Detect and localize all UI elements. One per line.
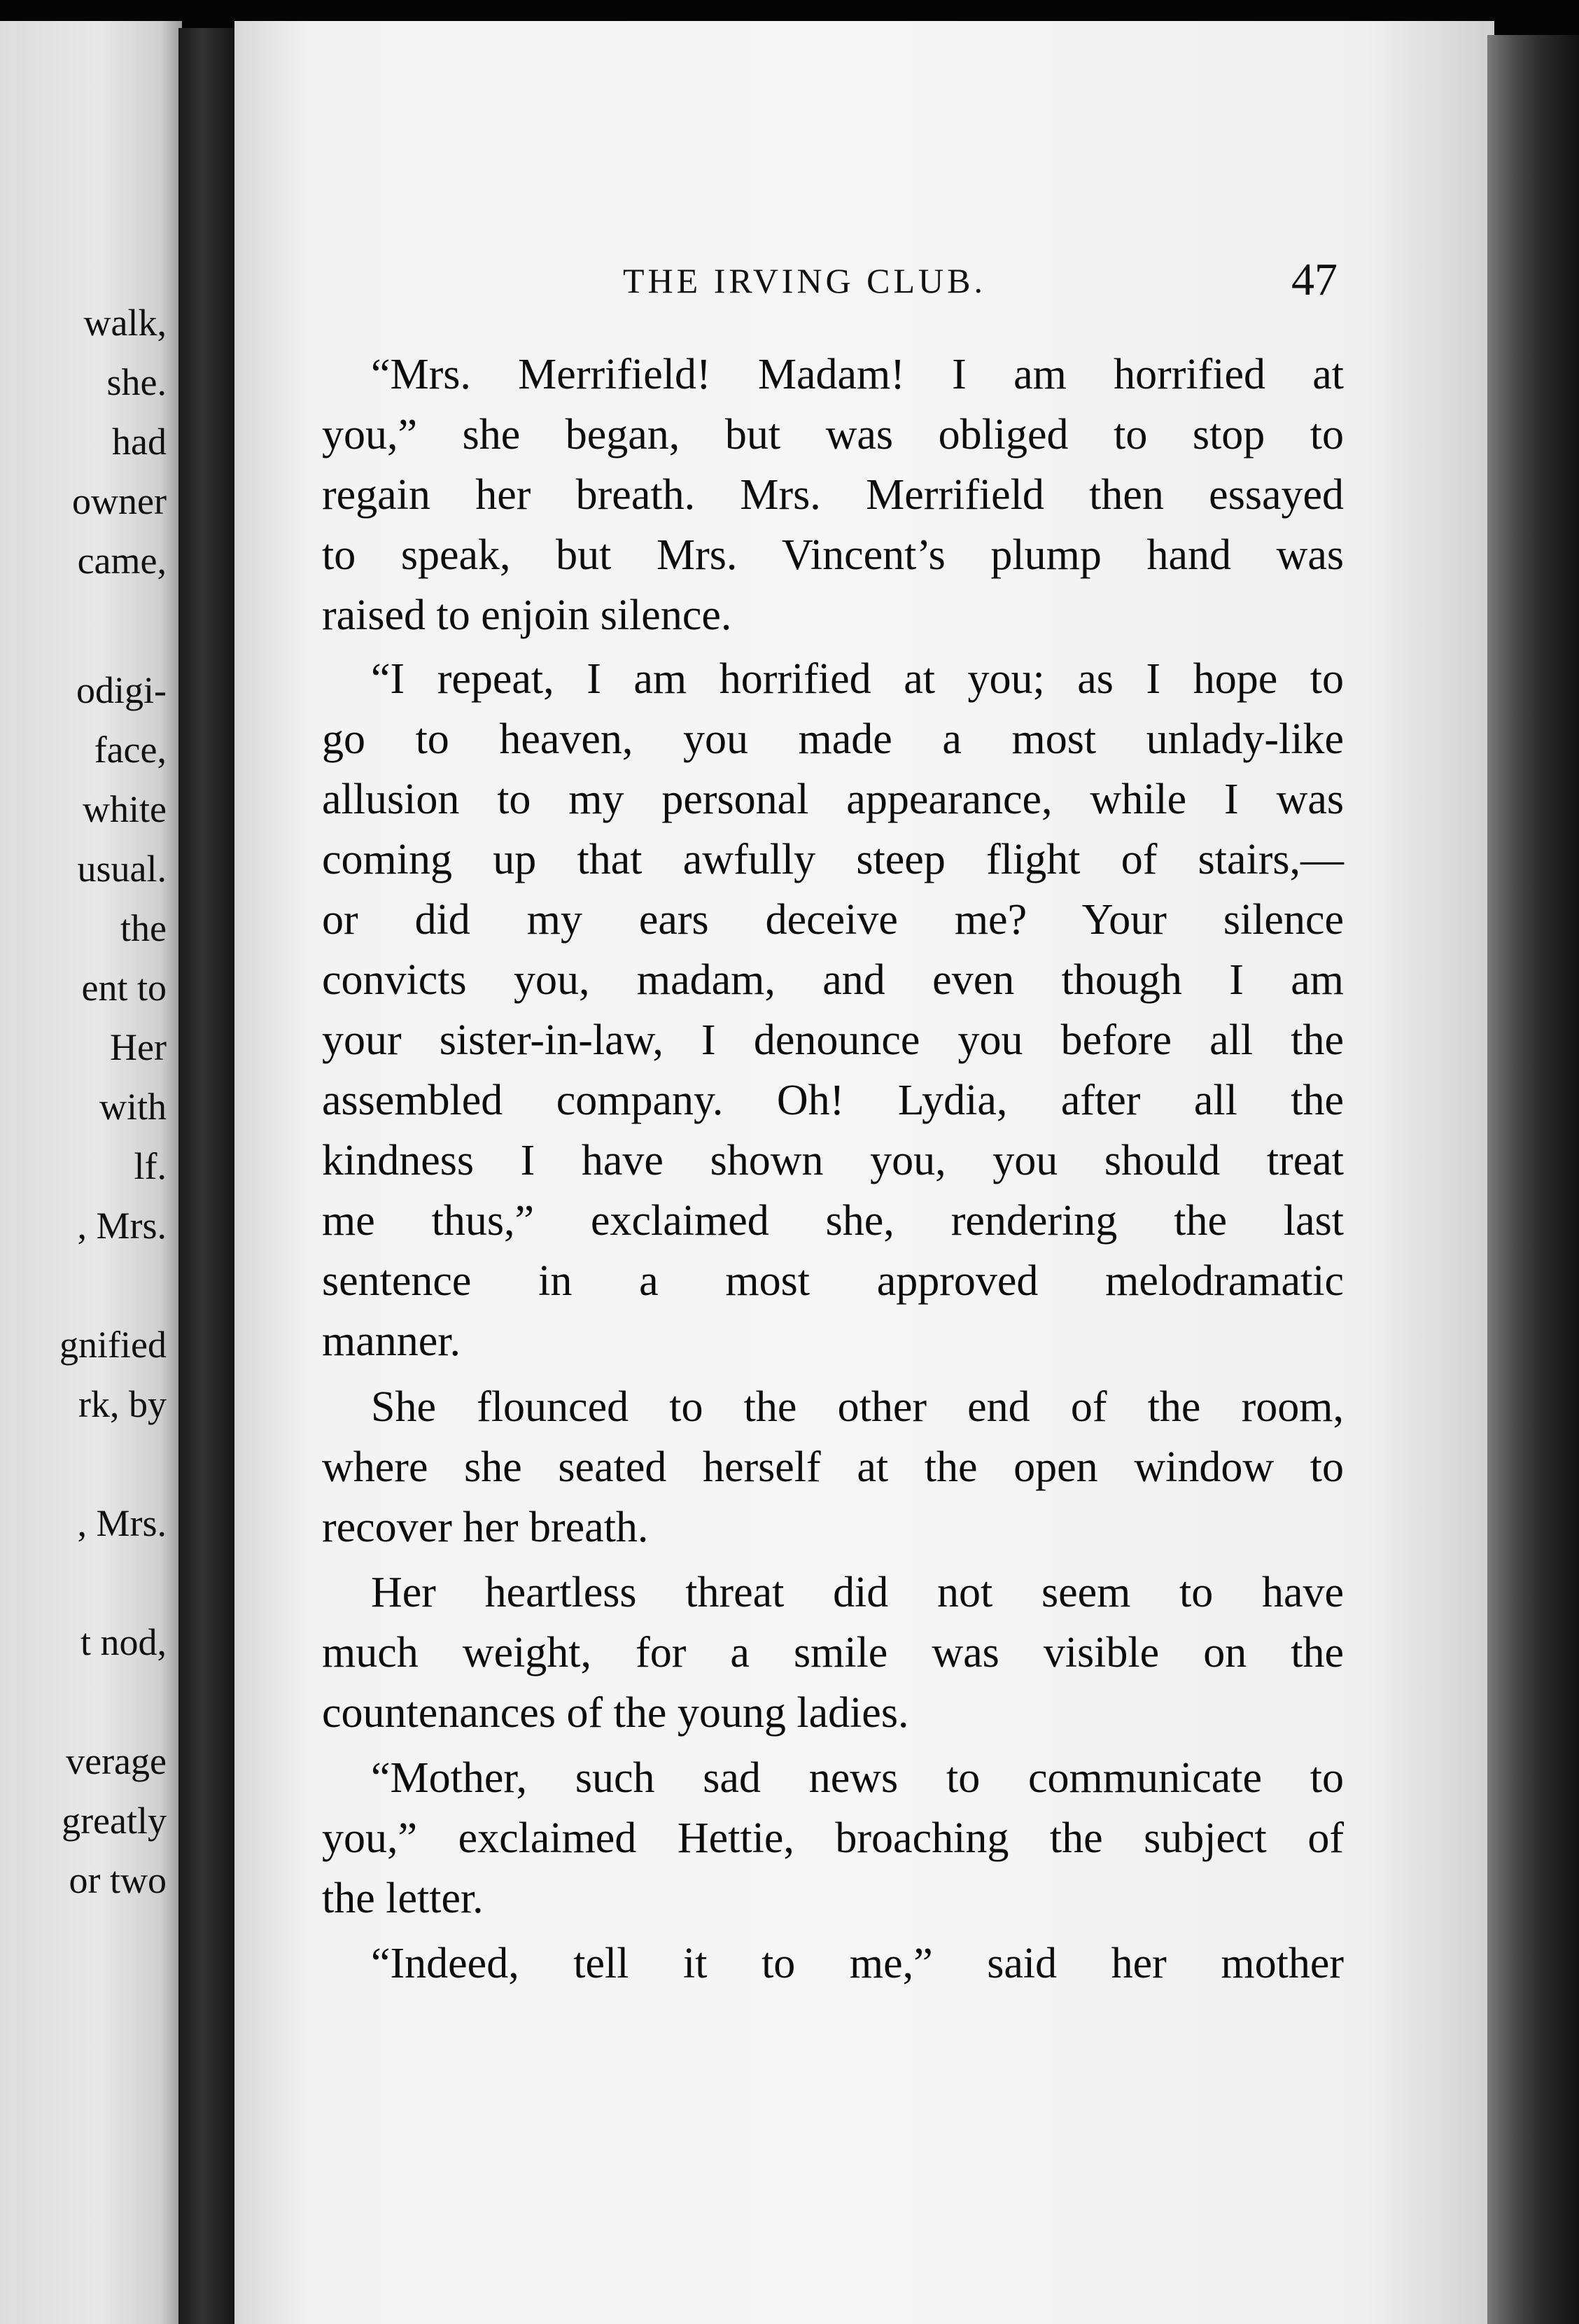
left-line: owner <box>72 480 167 522</box>
text-line: go to heaven, you made a most unlady-like <box>322 715 1344 763</box>
left-line: Her <box>110 1026 167 1068</box>
text-line: the letter. <box>322 1875 484 1922</box>
text-line: recover her breath. <box>322 1504 649 1551</box>
text-line: “Mother, such sad news to communicate to <box>371 1754 1344 1802</box>
text-line: allusion to my personal appearance, while I was <box>322 776 1344 823</box>
text-line: your sister-in-law, I denounce you before all the <box>322 1016 1344 1064</box>
text-line: “I repeat, I am horrified at you; as I hope to <box>371 655 1344 703</box>
text-line: Her heartless threat did not seem to have <box>371 1569 1344 1616</box>
book-gutter <box>178 28 238 2324</box>
text-line: “Indeed, tell it to me,” said her mother <box>371 1940 1344 1987</box>
left-line: white <box>83 788 167 830</box>
left-line: or two <box>69 1859 167 1901</box>
page-number: 47 <box>1291 254 1338 305</box>
text-line: She flounced to the other end of the room, <box>371 1383 1344 1431</box>
text-line: where she seated herself at the open window to <box>322 1443 1344 1491</box>
left-line: greatly <box>62 1800 167 1842</box>
left-line: gnified <box>59 1324 167 1366</box>
text-line: “Mrs. Merrifield! Madam! I am horrified at <box>371 351 1344 398</box>
left-line: usual. <box>77 848 167 890</box>
left-line: t nod, <box>80 1621 167 1663</box>
text-line: raised to enjoin silence. <box>322 592 732 639</box>
text-line: assembled company. Oh! Lydia, after all the <box>322 1077 1344 1124</box>
left-line: with <box>99 1086 167 1128</box>
left-line: odigi- <box>76 669 167 711</box>
page-edges <box>1487 35 1579 2324</box>
left-line: had <box>112 421 167 463</box>
text-line: regain her breath. Mrs. Merrifield then essayed <box>322 471 1344 519</box>
text-line: or did my ears deceive me? Your silence <box>322 896 1344 944</box>
left-line: lf. <box>134 1145 167 1187</box>
text-line: countenances of the young ladies. <box>322 1689 909 1737</box>
left-line: the <box>120 907 167 949</box>
text-line: to speak, but Mrs. Vincent’s plump hand was <box>322 531 1344 579</box>
left-facing-page <box>0 21 182 2324</box>
text-line: me thus,” exclaimed she, rendering the last <box>322 1197 1344 1245</box>
text-line: convicts you, madam, and even though I am <box>322 956 1344 1004</box>
text-line: you,” she began, but was obliged to stop to <box>322 411 1344 458</box>
left-line: verage <box>66 1740 167 1782</box>
text-line: much weight, for a smile was visible on the <box>322 1629 1344 1676</box>
left-line: rk, by <box>78 1383 167 1425</box>
left-line: , Mrs. <box>77 1205 167 1247</box>
running-title: THE IRVING CLUB. <box>623 261 987 300</box>
left-line: came, <box>77 540 167 582</box>
text-line: sentence in a most approved melodramatic <box>322 1257 1344 1305</box>
left-line: face, <box>94 729 167 771</box>
left-line: ent to <box>81 967 167 1009</box>
left-line: , Mrs. <box>77 1502 167 1544</box>
text-line: you,” exclaimed Hettie, broaching the subject of <box>322 1814 1344 1862</box>
left-line: walk, <box>83 302 167 344</box>
text-line: manner. <box>322 1317 461 1365</box>
text-line: coming up that awfully steep flight of stairs,— <box>322 836 1344 883</box>
text-line: kindness I have shown you, you should treat <box>322 1137 1344 1184</box>
left-line: she. <box>106 361 167 403</box>
